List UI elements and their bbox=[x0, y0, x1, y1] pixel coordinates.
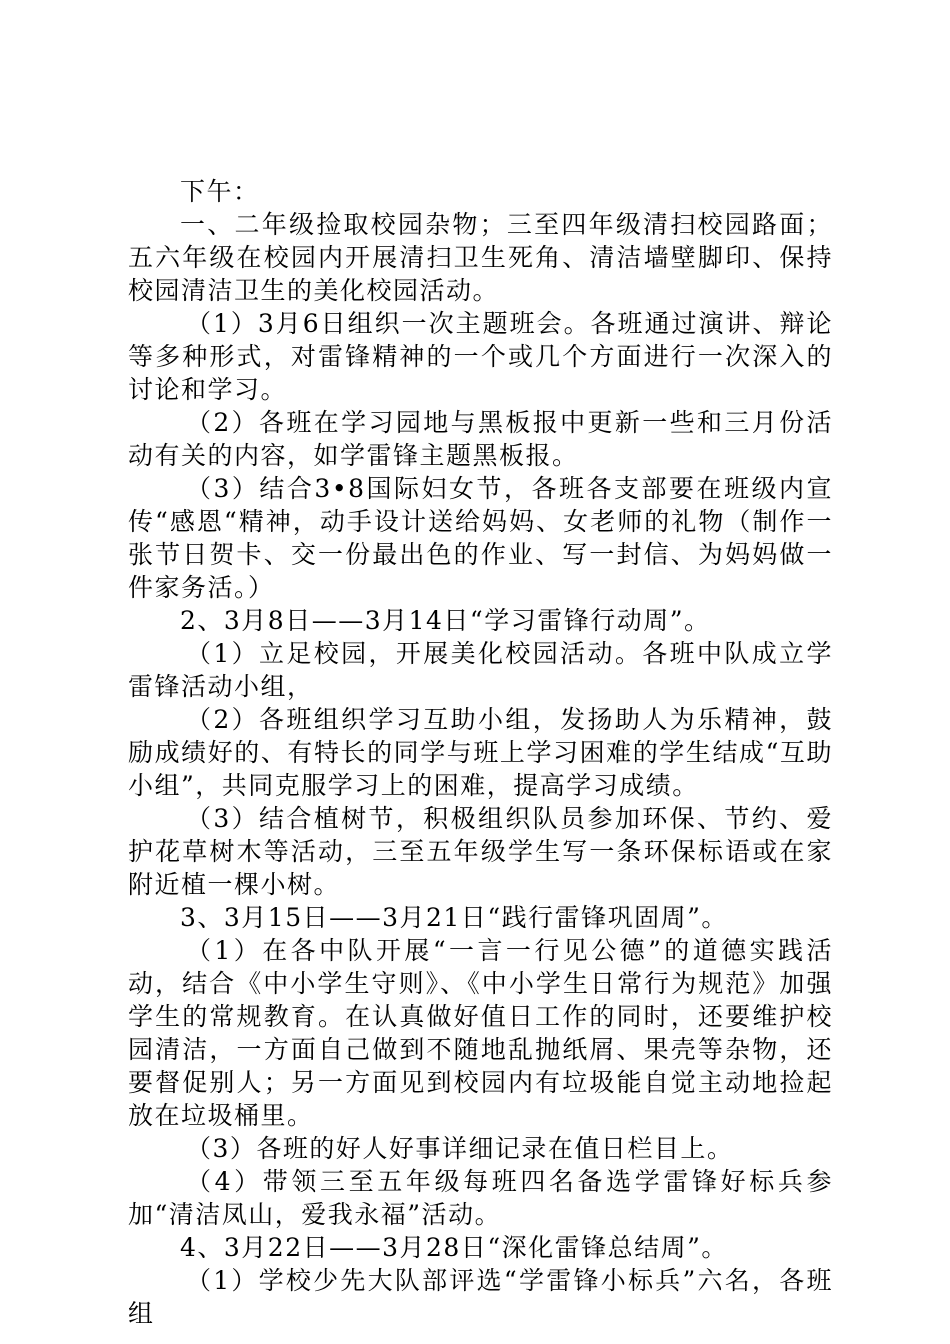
paragraph-subitem: （2）各班在学习园地与黑板报中更新一些和三月份活动有关的内容，如学雷锋主题黑板报。 bbox=[128, 408, 833, 470]
paragraph-item-1: 一、二年级捡取校园杂物；三至四年级清扫校园路面；五六年级在校园内开展清扫卫生死角、清洁墙壁脚印、保持校园清洁卫生的美化校园活动。 bbox=[128, 210, 833, 305]
paragraph-week-heading: 3、3月15日——3月21日“践行雷锋巩固周”。 bbox=[180, 903, 728, 932]
paragraph-subitem: （3）各班的好人好事详细记录在值日栏目上。 bbox=[186, 1134, 734, 1163]
paragraph-subitem: （1）学校少先大队部评选“学雷锋小标兵”六名，各班组 bbox=[128, 1266, 833, 1328]
paragraph-subitem: （3）结合3•8国际妇女节，各班各支部要在班级内宣传“感恩“精神，动手设计送给妈妈、女老师的礼物（制作一张节日贺卡、交一份最出色的作业、写一封信、为妈妈做一件家务活。） bbox=[128, 474, 833, 602]
document-body bbox=[128, 175, 833, 1330]
paragraph-week-heading: 2、3月8日——3月14日“学习雷锋行动周”。 bbox=[180, 606, 711, 635]
paragraph-subitem: （1）在各中队开展“一言一行见公德”的道德实践活动，结合《中小学生守则》、《中小学生日常行为规范》加强学生的常规教育。在认真做好值日工作的同时，还要维护校园清洁，一方面自己做到不随地乱抛纸屑、果壳等杂物，还要督促别人；另一方面见到校园内有垃圾能自觉主动地捡起放在垃圾桶里。 bbox=[128, 936, 833, 1130]
paragraph-subitem: （1）立足校园，开展美化校园活动。各班中队成立学雷锋活动小组， bbox=[128, 639, 833, 701]
paragraph-subitem: （2）各班组织学习互助小组，发扬助人为乐精神，鼓励成绩好的、有特长的同学与班上学习困难的学生结成“互助小组”，共同克服学习上的困难，提高学习成绩。 bbox=[128, 705, 833, 800]
paragraph-afternoon-heading: 下午： bbox=[180, 177, 260, 206]
paragraph-subitem: （4）带领三至五年级每班四名备选学雷锋好标兵参加“清洁凤山，爱我永福”活动。 bbox=[128, 1167, 833, 1229]
paragraph-week-heading: 4、3月22日——3月28日“深化雷锋总结周”。 bbox=[180, 1233, 728, 1262]
paragraph-subitem: （3）结合植树节，积极组织队员参加环保、节约、爱护花草树木等活动，三至五年级学生写一条环保标语或在家附近植一棵小树。 bbox=[128, 804, 833, 899]
paragraph-subitem: （1）3月6日组织一次主题班会。各班通过演讲、辩论等多种形式，对雷锋精神的一个或几个方面进行一次深入的讨论和学习。 bbox=[128, 309, 833, 404]
